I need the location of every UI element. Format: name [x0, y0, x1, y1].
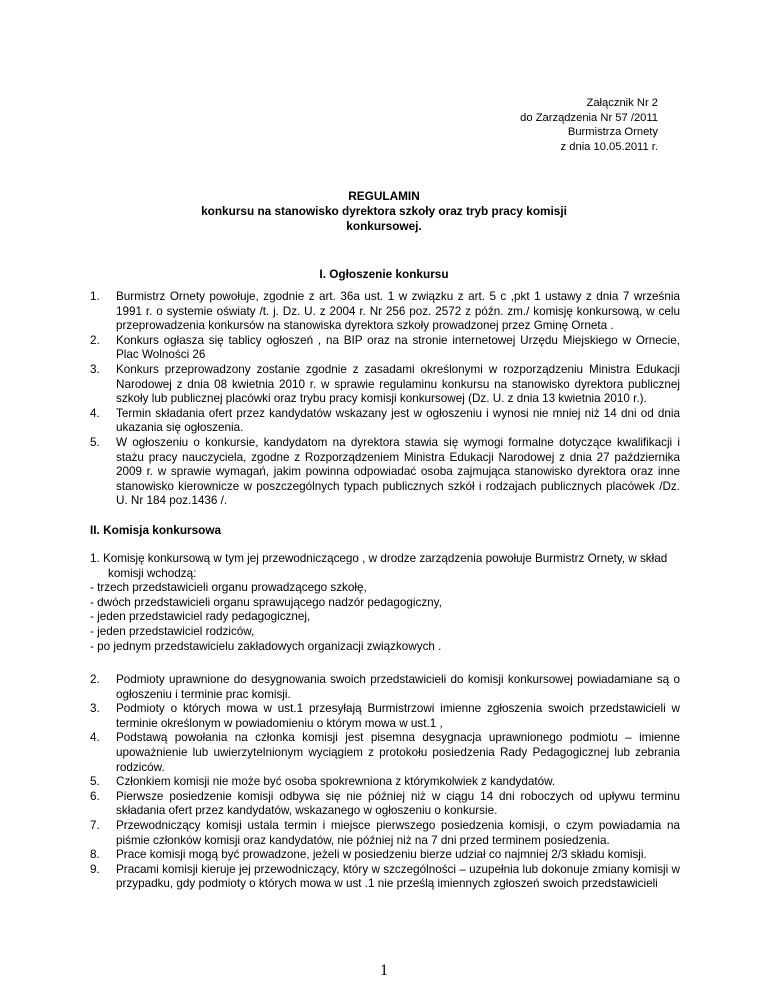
list-item: 4. Podstawą powołania na członka komisji jest pisemna desygnacja uprawnionego podmiotu – imienne upoważnienie lub uwierzytelnionym wyciągiem z protokołu posiedzenia Rady Pedagogicznej lub zebrania rodziców.	[90, 731, 680, 774]
member-line: - trzech przedstawicieli organu prowadzącego szkołę,	[90, 581, 367, 595]
title-line: konkursu na stanowisko dyrektora szkoły oraz tryb pracy komisji	[201, 204, 567, 218]
section-heading-2: II. Komisja konkursowa	[90, 523, 222, 537]
member-line: - jeden przedstawiciel rady pedagogicznej,	[90, 610, 311, 624]
member-line: - po jednym przedstawicielu zakładowych organizacji związkowych .	[90, 639, 442, 653]
list-item: 9. Pracami komisji kieruje jej przewodniczący, który w szczególności – uzupełnia lub dokonuje zmiany komisji w przypadku, gdy podmioty o których mowa w ust .1 nie prześlą imiennych zgłoszeń swoich przedstawicieli	[90, 862, 680, 891]
section2-intro-block	[90, 552, 680, 654]
title-line: konkursowej.	[346, 219, 422, 233]
attachment-date: z dnia 10.05.2011 r.	[560, 140, 658, 153]
list-item: 7. Przewodniczący komisji ustala termin i miejsce pierwszego posiedzenia komisji, o czym powiadamia na piśmie członków komisji oraz kandydatów, nie później niż na 7 dni przed terminem posiedzenia.	[90, 818, 680, 847]
attachment-line: Burmistrza Ornety	[567, 126, 658, 138]
list-item: 8. Prace komisji mogą być prowadzone, jeżeli w posiedzeniu bierze udział co najmniej 2/3 składu komisji.	[90, 848, 647, 862]
page-number: 1	[380, 962, 388, 979]
list-item: 5. Członkiem komisji nie może być osoba spokrewniona z którymkolwiek z kandydatów.	[90, 775, 556, 789]
list-item: 2. Podmioty uprawnione do desygnowania swoich przedstawicieli do komisji konkursowej powiadamiane są o ogłoszeniu i terminie prac komisji.	[90, 673, 680, 701]
member-line: - dwóch przedstawicieli organu sprawującego nadzór pedagogiczny,	[90, 595, 442, 609]
section2-intro: 1. Komisję konkursową w tym jej przewodniczącego , w drodze zarządzenia powołuje Burmistrz Ornety, w skład komisji wchodzą:	[90, 552, 668, 580]
list-item: 2. Konkurs ogłasza się tablicy ogłoszeń , na BIP oraz na stronie internetowej Urzędu Miejskiego w Ornecie, Plac Wolności 26	[90, 333, 680, 362]
attachment-line: Załącznik Nr 2	[586, 97, 658, 109]
list-item: 3. Konkurs przeprowadzony zostanie zgodnie z zasadami określonymi w rozporządzeniu Ministra Edukacji Narodowej z dnia 08 kwietnia 2010 r. w sprawie regulaminu konkursu na stanowisko dyrektora publicznej szkoły lub publicznej placówki oraz trybu pracy komisji konkursowej (Dz. U. z dnia 13 kwietnia 2010 r.).	[90, 362, 680, 406]
attachment-header	[520, 96, 658, 154]
document-title	[0, 189, 768, 234]
list-item: 6. Pierwsze posiedzenie komisji odbywa się nie później niż w ciągu 14 dni roboczych od upływu terminu składania ofert przez kandydatów, wskazanego w ogłoszeniu o konkursie.	[90, 789, 680, 818]
list-item: 4. Termin składania ofert przez kandydatów wskazany jest w ogłoszeniu i wynosi nie mniej niż 14 dni od dnia ukazania się ogłoszenia.	[90, 406, 680, 435]
title-line: REGULAMIN	[348, 189, 420, 203]
attachment-line: do Zarządzenia Nr 57 /2011	[520, 111, 658, 124]
section2-list	[90, 673, 680, 892]
list-item: 1. Burmistrz Ornety powołuje, zgodnie z art. 36a ust. 1 w związku z art. 5 c ,pkt 1 ustawy z dnia 7 września 1991 r. o systemie oświaty /t. j. Dz. U. z 2004 r. Nr 256 poz. 2572 z późn. zm./ komisję konkursową, w celu przeprowadzenia konkursów na stanowiska dyrektora szkoły prowadzonej przez Gminę Orneta .	[90, 290, 680, 333]
section1-list	[90, 290, 680, 509]
section-heading-1: I. Ogłoszenie konkursu	[319, 267, 449, 281]
list-item: 5. W ogłoszeniu o konkursie, kandydatom na dyrektora stawia się wymogi formalne dotyczące kwalifikacji i stażu pracy nauczyciela, zgodne z Rozporządzeniem Ministra Edukacji Narodowej z dnia 27 października 2009 r. w sprawie wymagań, jakim powinna odpowiadać osoba zajmująca stanowisko dyrektora oraz inne stanowisko kierownicze w poszczególnych typach publicznych szkół i rodzajach publicznych placówek /Dz. U. Nr 184 poz.1436 /.	[90, 435, 680, 508]
list-item: 3. Podmioty o których mowa w ust.1 przesyłają Burmistrzowi imienne zgłoszenia swoich przedstawicieli w terminie określonym w powiadomieniu o którym mowa w ust.1 ,	[90, 702, 680, 730]
member-line: - jeden przedstawiciel rodziców,	[90, 624, 255, 638]
